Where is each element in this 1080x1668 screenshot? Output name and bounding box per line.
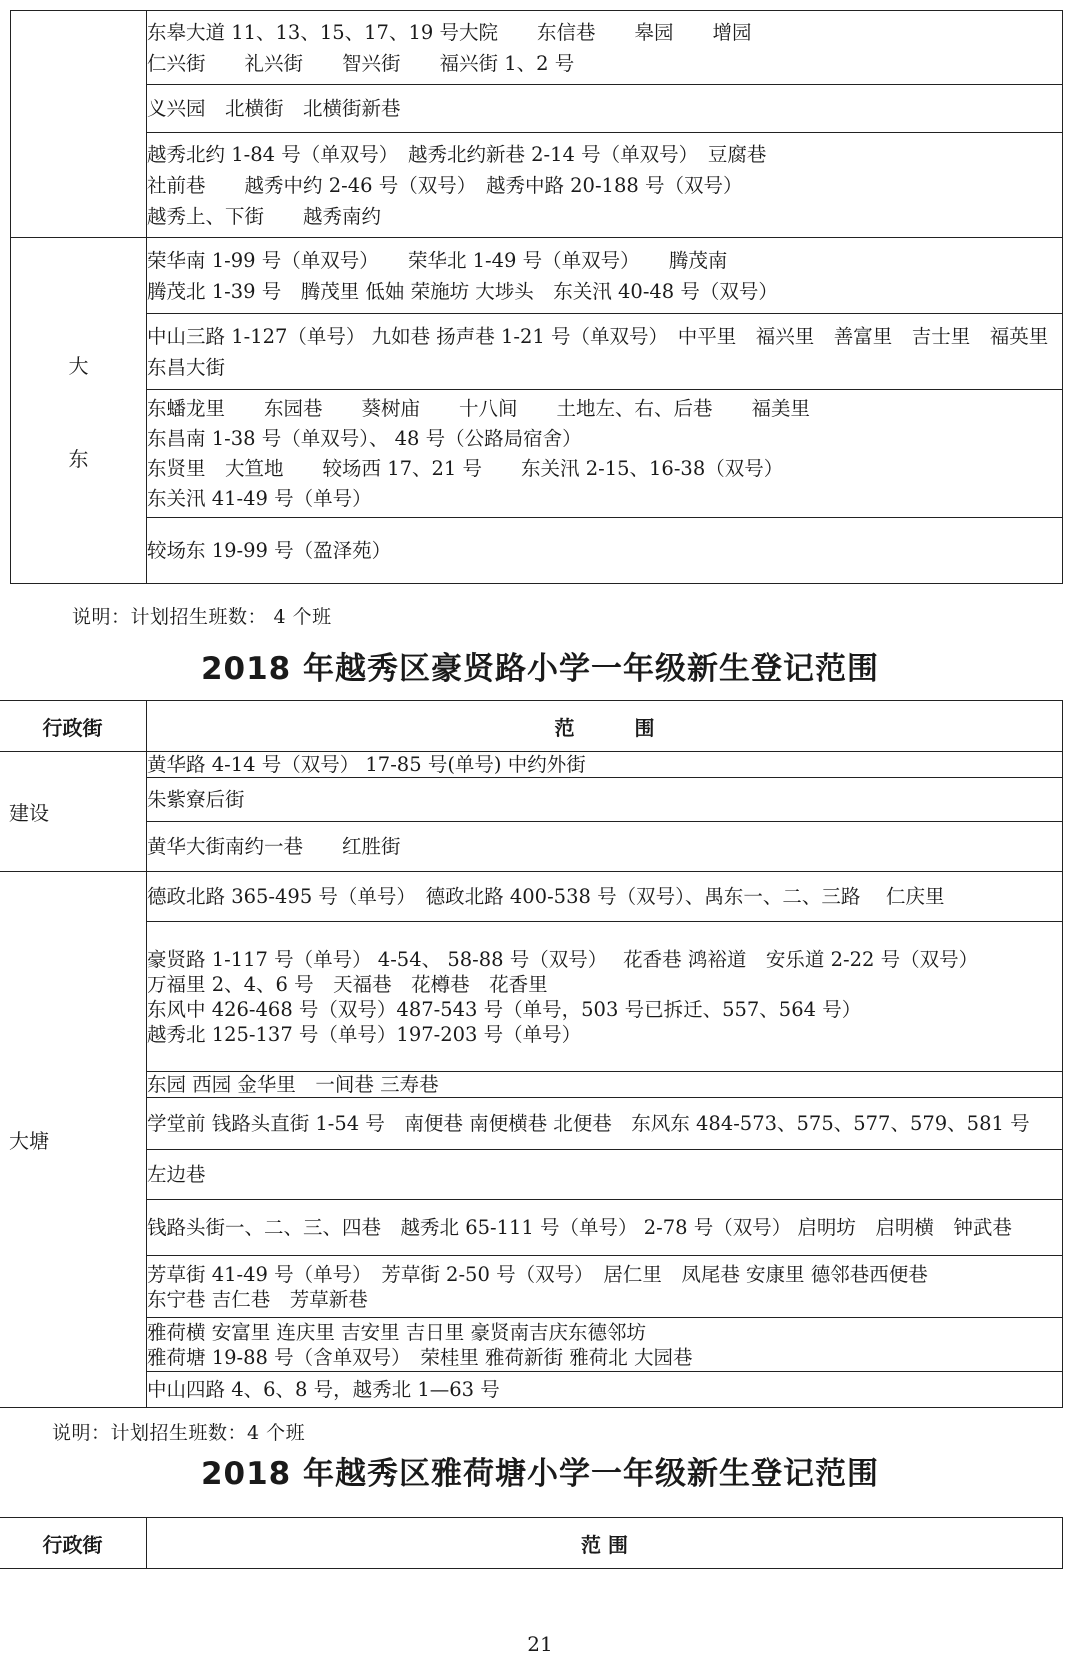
range-cell xyxy=(147,1072,1063,1098)
range-line: 较场东 19-99 号（盈泽苑） xyxy=(147,539,392,562)
range-line: 中山三路 1-127（单号） 九如巷 扬声巷 1-21 号（单双号） 中平里 福兴里 善富里 吉士里 福英里 东昌大街 xyxy=(147,324,1068,379)
range-cell xyxy=(147,872,1063,922)
range-cell xyxy=(147,518,1063,584)
range-cell xyxy=(147,822,1063,872)
registration-table-haoxian xyxy=(0,700,1063,1408)
range-line: 左边巷 xyxy=(147,1163,206,1186)
range-line: 社前巷 越秀中约 2-46 号（双号） 越秀中路 20-188 号（双号） xyxy=(147,173,743,197)
range-line: 越秀北 125-137 号（单号）197-203 号（单号） xyxy=(147,1022,582,1046)
district-char: 大 xyxy=(68,353,89,378)
range-cell xyxy=(147,11,1063,85)
range-line: 越秀上、下街 越秀南约 xyxy=(147,204,382,228)
range-cell xyxy=(147,238,1063,314)
range-line: 豪贤路 1-117 号（单号） 4-54、 58-88 号（双号） 花香巷 鸿裕道 安乐道 2-22 号（双号） xyxy=(147,947,979,971)
range-cell xyxy=(147,752,1063,778)
range-line: 钱路头街一、二、三、四巷 越秀北 65-111 号（单号） 2-78 号（双号） 启明坊 启明横 钟武巷 xyxy=(147,1216,1012,1239)
range-line: 学堂前 钱路头直街 1-54 号 南便巷 南便横巷 北便巷 东风东 484-573、575、577、579、581 号 xyxy=(147,1112,1030,1135)
range-line: 万福里 2、4、6 号 天福巷 花樽巷 花香里 xyxy=(147,972,548,996)
district-cell-dadong xyxy=(11,238,147,584)
district-char: 东 xyxy=(68,446,89,471)
header-district: 行政街 xyxy=(0,1518,147,1569)
range-line: 东昌南 1-38 号（单双号）、 48 号（公路局宿舍） xyxy=(147,426,582,450)
range-cell xyxy=(147,85,1063,133)
range-line: 东皋大道 11、13、15、17、19 号大院 东信巷 皋园 增园 xyxy=(147,20,752,44)
range-line: 义兴园 北横街 北横街新巷 xyxy=(147,97,401,120)
range-line: 雅荷塘 19-88 号（含单双号） 荣桂里 雅荷新街 雅荷北 大园巷 xyxy=(147,1345,693,1369)
range-line: 仁兴街 礼兴街 智兴街 福兴街 1、2 号 xyxy=(147,51,575,75)
range-line: 东风中 426-468 号（双号）487-543 号（单号，503 号已拆迁、557、564 号） xyxy=(147,997,862,1021)
range-cell xyxy=(147,778,1063,822)
registration-table-continued xyxy=(10,10,1068,584)
section-title: 2018 年越秀区雅荷塘小学一年级新生登记范围 xyxy=(200,1456,880,1492)
range-cell xyxy=(147,1200,1063,1256)
range-line: 腾茂北 1-39 号 腾茂里 低妯 荣施坊 大埗头 东关汛 40-48 号（双号） xyxy=(147,279,778,303)
range-line: 越秀北约 1-84 号（单双号） 越秀北约新巷 2-14 号（单双号） 豆腐巷 xyxy=(147,142,767,166)
range-cell xyxy=(147,1318,1063,1372)
range-cell xyxy=(147,1372,1063,1408)
range-line: 东关汛 41-49 号（单号） xyxy=(147,486,372,510)
header-district: 行政街 xyxy=(0,701,147,752)
range-line: 东宁巷 吉仁巷 芳草新巷 xyxy=(147,1287,368,1311)
range-cell xyxy=(147,1150,1063,1200)
section-title: 2018 年越秀区豪贤路小学一年级新生登记范围 xyxy=(200,651,880,687)
range-cell xyxy=(147,133,1063,238)
range-cell xyxy=(147,1256,1063,1318)
range-line: 黄华大街南约一巷 红胜街 xyxy=(147,835,401,858)
header-range: 范 围 xyxy=(147,1518,1063,1569)
range-line: 中山四路 4、6、8 号，越秀北 1—63 号 xyxy=(147,1378,500,1401)
range-line: 德政北路 365-495 号（单号） 德政北路 400-538 号（双号）、禺东一、二、三路 仁庆里 xyxy=(147,885,945,908)
range-cell xyxy=(147,922,1063,1072)
range-line: 朱紫寮后街 xyxy=(147,788,245,811)
range-line: 芳草街 41-49 号（单号） 芳草街 2-50 号（双号） 居仁里 凤尾巷 安康里 德邻巷西便巷 xyxy=(147,1262,928,1286)
range-cell xyxy=(147,1098,1063,1150)
range-cell xyxy=(147,314,1068,390)
page-number: 21 xyxy=(527,1632,553,1656)
district-cell-datang: 大塘 xyxy=(0,872,147,1408)
enrollment-note: 说明：计划招生班数： 4 个班 xyxy=(72,606,332,628)
range-cell xyxy=(147,390,1063,518)
district-cell-jianshe: 建设 xyxy=(0,752,147,872)
range-line: 东园 西园 金华里 一间巷 三寿巷 xyxy=(147,1073,439,1096)
range-line: 雅荷横 安富里 连庆里 吉安里 吉日里 豪贤南吉庆东德邻坊 xyxy=(147,1320,646,1344)
registration-table-yahetang xyxy=(0,1517,1063,1569)
district-cell-empty xyxy=(11,11,147,238)
range-line: 东蟠龙里 东园巷 葵树庙 十八间 土地左、右、后巷 福美里 xyxy=(147,396,811,420)
range-line: 黄华路 4-14 号（双号） 17-85 号(单号) 中约外街 xyxy=(147,753,586,776)
range-line: 东贤里 大笪地 较场西 17、21 号 东关汛 2-15、16-38（双号） xyxy=(147,456,784,480)
range-line: 荣华南 1-99 号（单双号） 荣华北 1-49 号（单双号） 腾茂南 xyxy=(147,248,728,272)
enrollment-note: 说明：计划招生班数：4 个班 xyxy=(52,1422,306,1444)
header-range: 范 围 xyxy=(147,701,1063,752)
